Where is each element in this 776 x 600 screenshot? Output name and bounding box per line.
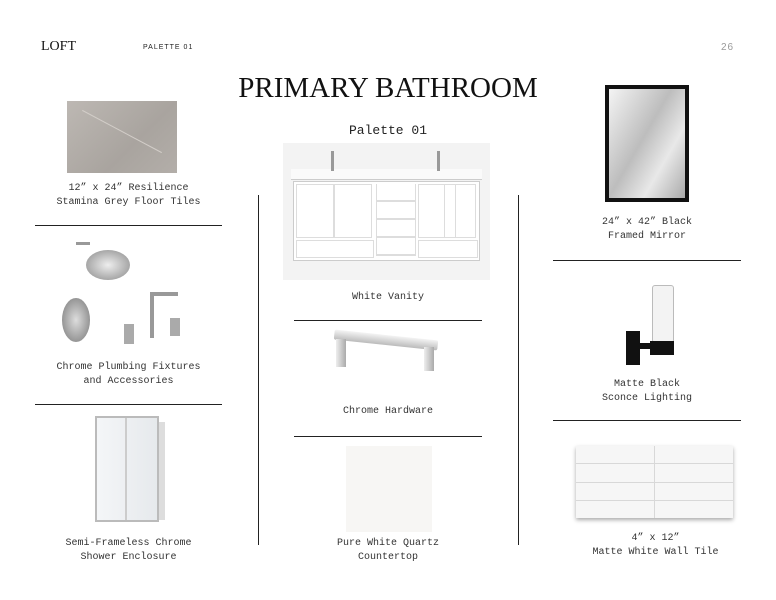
framed-mirror-image [605,85,689,202]
page-title: PRIMARY BATHROOM [238,72,538,104]
divider [553,420,741,421]
quartz-countertop-image [346,446,432,532]
plumbing-label: Chrome Plumbing Fixtures and Accessories [56,362,201,387]
divider [258,195,259,545]
divider [294,320,482,321]
sconce-label: Matte Black Sconce Lighting [601,379,692,404]
floor-tile-label: 12” x 24” Resilience Stamina Grey Floor Tiles [56,183,201,208]
divider [553,260,741,261]
section-label: PALETTE 01 [143,44,194,51]
divider [35,225,222,226]
chrome-hardware-image [332,333,438,371]
divider [35,404,222,405]
vanity-image [283,143,490,280]
floor-tile-image [67,101,177,173]
plumbing-fixtures-image [58,238,188,348]
wall-tile-label: 4” x 12” Matte White Wall Tile [592,533,719,558]
countertop-label: Pure White Quartz Countertop [336,538,440,563]
divider [518,195,519,545]
sconce-image [626,285,674,367]
page-number: 26 [721,42,735,53]
hardware-label: Chrome Hardware [342,406,433,417]
wall-tile-image [576,446,733,518]
palette-subtitle: Palette 01 [348,123,427,138]
vanity-label: White Vanity [351,292,424,303]
divider [294,436,482,437]
mirror-label: 24” x 42” Black Framed Mirror [601,217,692,242]
shower-label: Semi-Frameless Chrome Shower Enclosure [65,538,192,563]
shower-enclosure-image [95,416,159,522]
brand-logo: LOFT [41,39,76,54]
